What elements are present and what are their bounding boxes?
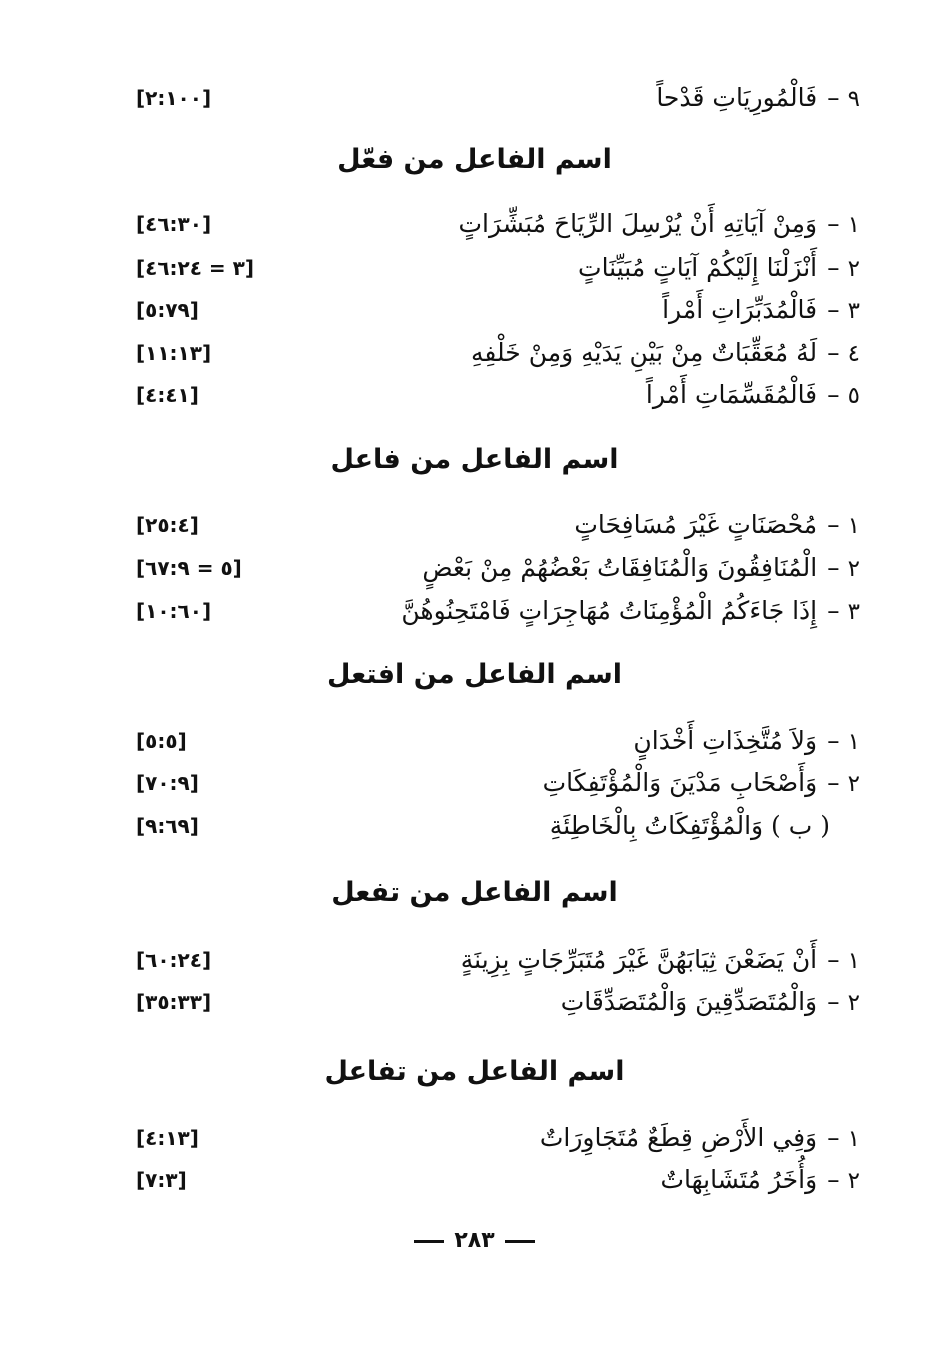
verse-row: ١–أَنْ يَضَعْنَ ثِيَابَهُنَّ غَيْرَ مُتَبَرِّجَاتٍ بِزِينَةٍ [٦٠:٢٤] bbox=[130, 938, 860, 982]
verse-text: إِذَا جَاءَكُمُ الْمُؤْمِنَاتُ مُهَاجِرَاتٍ فَامْتَحِنُوهُنَّ bbox=[401, 596, 818, 625]
verse-row bbox=[130, 804, 860, 848]
verse-reference: [٤٦:٣٠] bbox=[136, 212, 212, 236]
section-heading: اسم الفاعل من تفعل bbox=[331, 877, 618, 908]
item-number: ١ bbox=[847, 513, 860, 539]
verse-reference: [٤:١٣] bbox=[136, 1126, 199, 1150]
item-number: ٢ bbox=[847, 771, 860, 797]
verse-row: ٣–فَالْمُدَبِّرَاتِ أَمْراً [٥:٧٩] bbox=[130, 288, 860, 332]
item-number: ١ bbox=[847, 212, 860, 238]
item-number: ٣ bbox=[847, 599, 860, 625]
item-number: ٢ bbox=[847, 556, 860, 582]
verse-text: فَالْمُورِيَاتِ قَدْحاً bbox=[656, 83, 818, 112]
verse-reference: [٧:٣] bbox=[136, 1168, 187, 1192]
item-number: ١ bbox=[847, 948, 860, 974]
section-heading: اسم الفاعل من فعّل bbox=[337, 144, 612, 175]
verse-reference: [٣٥:٣٣] bbox=[136, 990, 212, 1014]
verse-text: فَالْمُدَبِّرَاتِ أَمْراً bbox=[662, 295, 818, 324]
item-number: ٣ bbox=[847, 298, 860, 324]
verse-text: مُحْصَنَاتٍ غَيْرَ مُسَافِحَاتٍ bbox=[574, 510, 818, 539]
verse-row: ٢–وَالْمُتَصَدِّقِينَ وَالْمُتَصَدِّقَاتِ [٣٥:٣٣] bbox=[130, 980, 860, 1024]
section-heading: اسم الفاعل من فاعل bbox=[330, 444, 619, 475]
verse-text: وَالْمُتَصَدِّقِينَ وَالْمُتَصَدِّقَاتِ bbox=[560, 987, 818, 1016]
verse-reference: [١١:١٣] bbox=[136, 341, 212, 365]
verse-row: ١–وَلاَ مُتَّخِذَاتِ أَخْدَانٍ [٥:٥] bbox=[130, 719, 860, 763]
verse-row: ٤–لَهُ مُعَقِّبَاتٌ مِنْ بَيْنِ يَدَيْهِ وَمِنْ خَلْفِهِ [١١:١٣] bbox=[130, 331, 860, 375]
verse-row: ٢–وَأُخَرُ مُتَشَابِهَاتٌ [٧:٣] bbox=[130, 1158, 860, 1202]
verse-text: وَمِنْ آيَاتِهِ أَنْ يُرْسِلَ الرِّيَاحَ مُبَشِّرَاتٍ bbox=[458, 209, 818, 238]
verse-reference: [٤:٤١] bbox=[136, 383, 199, 407]
verse-row: ٢–وَأَصْحَابِ مَدْيَنَ وَالْمُؤْتَفِكَاتِ [٧٠:٩] bbox=[130, 761, 860, 805]
item-number: ٩ bbox=[847, 86, 860, 112]
verse-reference: [٢٥:٤] bbox=[136, 513, 199, 537]
verse-text: لَهُ مُعَقِّبَاتٌ مِنْ بَيْنِ يَدَيْهِ وَمِنْ خَلْفِهِ bbox=[470, 338, 818, 367]
verse-row: ٢–أَنْزَلْنَا إِلَيْكُمْ آيَاتٍ مُبَيِّنَاتٍ [٣ = ٤٦:٢٤] bbox=[130, 246, 860, 290]
verse-row: ٥–فَالْمُقَسِّمَاتِ أَمْراً [٤:٤١] bbox=[130, 373, 860, 417]
verse-reference: [٢:١٠٠] bbox=[136, 86, 212, 110]
item-number: ٢ bbox=[847, 990, 860, 1016]
verse-text: أَنْزَلْنَا إِلَيْكُمْ آيَاتٍ مُبَيِّنَاتٍ bbox=[578, 253, 818, 282]
item-number: ٥ bbox=[847, 383, 860, 409]
verse-text: وَفِي الأَرْضِ قِطَعٌ مُتَجَاوِرَاتٌ bbox=[539, 1123, 818, 1152]
section-heading: اسم الفاعل من افتعل bbox=[327, 659, 622, 690]
verse-text: أَنْ يَضَعْنَ ثِيَابَهُنَّ غَيْرَ مُتَبَرِّجَاتٍ بِزِينَةٍ bbox=[460, 945, 818, 974]
verse-text: ( ب ) وَالْمُؤْتَفِكَاتُ بِالْخَاطِئَةِ bbox=[549, 811, 830, 840]
verse-reference: [٦٠:٢٤] bbox=[136, 948, 212, 972]
verse-text: وَلاَ مُتَّخِذَاتِ أَخْدَانٍ bbox=[633, 726, 818, 755]
verse-text: وَأَصْحَابِ مَدْيَنَ وَالْمُؤْتَفِكَاتِ bbox=[542, 768, 818, 797]
verse-reference: [٥ = ٦٧:٩] bbox=[136, 556, 242, 580]
verse-row: ٣–إِذَا جَاءَكُمُ الْمُؤْمِنَاتُ مُهَاجِرَاتٍ فَامْتَحِنُوهُنَّ [١٠:٦٠] bbox=[130, 589, 860, 633]
verse-row: ١–مُحْصَنَاتٍ غَيْرَ مُسَافِحَاتٍ [٢٥:٤] bbox=[130, 503, 860, 547]
verse-reference: [٣ = ٤٦:٢٤] bbox=[136, 256, 255, 280]
item-number: ٤ bbox=[847, 341, 860, 367]
verse-text: وَأُخَرُ مُتَشَابِهَاتٌ bbox=[660, 1165, 818, 1194]
verse-reference: [١٠:٦٠] bbox=[136, 599, 212, 623]
verse-reference: [٩:٦٩] bbox=[136, 814, 199, 838]
verse-row: ٢–الْمُنَافِقُونَ وَالْمُنَافِقَاتُ بَعْضُهُمْ مِنْ بَعْضٍ [٥ = ٦٧:٩] bbox=[130, 546, 860, 590]
verse-row: ١–وَمِنْ آيَاتِهِ أَنْ يُرْسِلَ الرِّيَاحَ مُبَشِّرَاتٍ [٤٦:٣٠] bbox=[130, 202, 860, 246]
verse-reference: [٥:٧٩] bbox=[136, 298, 199, 322]
item-number: ٢ bbox=[847, 256, 860, 282]
section-heading: اسم الفاعل من تفاعل bbox=[324, 1056, 625, 1087]
verse-row: ١–وَفِي الأَرْضِ قِطَعٌ مُتَجَاوِرَاتٌ [٤:١٣] bbox=[130, 1116, 860, 1160]
page-number: ٢٨٣ bbox=[0, 1228, 949, 1253]
verse-text: فَالْمُقَسِّمَاتِ أَمْراً bbox=[645, 380, 818, 409]
verse-reference: [٧٠:٩] bbox=[136, 771, 199, 795]
verse-text: الْمُنَافِقُونَ وَالْمُنَافِقَاتُ بَعْضُهُمْ مِنْ بَعْضٍ bbox=[422, 553, 818, 582]
item-number: ٢ bbox=[847, 1168, 860, 1194]
item-number: ١ bbox=[847, 1126, 860, 1152]
item-number: ١ bbox=[847, 729, 860, 755]
verse-row: ٩–فَالْمُورِيَاتِ قَدْحاً [٢:١٠٠] bbox=[130, 76, 860, 120]
verse-reference: [٥:٥] bbox=[136, 729, 187, 753]
